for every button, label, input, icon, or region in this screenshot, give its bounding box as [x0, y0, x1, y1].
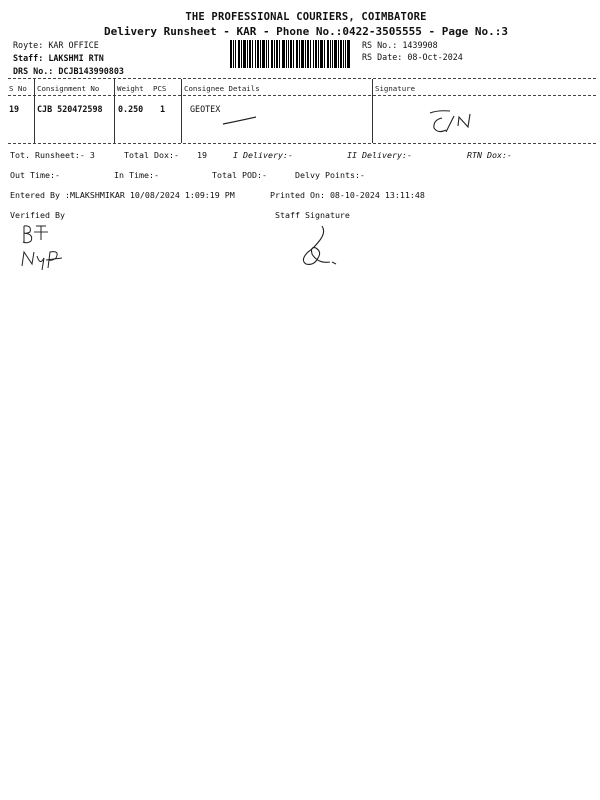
verified-by-handwriting [18, 222, 70, 272]
header-signature: Signature [375, 84, 416, 93]
rs-no-line [362, 40, 438, 50]
col-divider [181, 79, 182, 143]
header-consignee: Consignee Details [184, 84, 260, 93]
cell-signature [428, 108, 488, 138]
col-divider [114, 79, 115, 143]
route-label: Royte: [13, 40, 44, 50]
staff-value: LAKSHMI RTN [48, 53, 104, 63]
printed-on: Printed On: 08-10-2024 13:11:48 [270, 190, 425, 200]
header-sno: S No [9, 84, 27, 93]
delvy-points: Delvy Points:- [295, 170, 365, 180]
route-line [13, 40, 99, 50]
i-delivery: I Delivery:- [233, 150, 293, 160]
rs-date-value: 08-Oct-2024 [407, 52, 463, 62]
staff-line [13, 53, 104, 63]
verified-initials-line-2 [22, 230, 23, 231]
header-consignment: Consignment No [37, 84, 100, 93]
rs-no-value: 1439908 [402, 40, 438, 50]
total-dox-label: Total Dox:- [124, 150, 179, 160]
staff-signature-label: Staff Signature [275, 210, 350, 220]
total-pod: Total POD:- [212, 170, 267, 180]
tot-runsheet: Tot. Runsheet:- 3 [10, 150, 95, 160]
route-value: KAR OFFICE [48, 40, 99, 50]
cell-consignee: GEOTEX [190, 104, 221, 114]
header-weight: Weight [117, 84, 144, 93]
consignee-tick-mark [220, 113, 260, 129]
out-time: Out Time:- [10, 170, 60, 180]
table-header-rule [8, 95, 596, 96]
company-title: THE PROFESSIONAL COURIERS, COIMBATORE [185, 11, 427, 23]
receiver-signature-mark [428, 108, 488, 140]
staff-label: Staff: [13, 53, 44, 63]
cell-sno: 19 [9, 104, 20, 114]
runsheet-subtitle: Delivery Runsheet - KAR - Phone No.:0422-3505555 - Page No.:3 [104, 25, 508, 38]
table-bottom-rule [8, 143, 596, 144]
in-time: In Time:- [114, 170, 159, 180]
cell-weight: 0.250 [118, 104, 144, 114]
rtn-dox: RTN Dox:- [467, 150, 512, 160]
staff-signature-handwriting [296, 222, 346, 270]
verified-by-label: Verified By [10, 210, 65, 220]
table-top-rule [8, 78, 596, 79]
rs-no-label: RS No.: [362, 40, 398, 50]
cell-consignment: CJB 520472598 [37, 104, 103, 114]
rs-date-label: RS Date: [362, 52, 403, 62]
col-divider [34, 79, 35, 143]
drs-label: DRS No.: [13, 66, 54, 76]
barcode [230, 40, 350, 68]
entered-by: Entered By :MLAKSHMIKAR 10/08/2024 1:09:19 PM [10, 190, 235, 200]
rs-date-line [362, 52, 463, 62]
ii-delivery: II Delivery:- [347, 150, 412, 160]
drs-value: DCJB143990803 [58, 66, 124, 76]
total-dox-value: 19 [197, 150, 207, 160]
header-pcs: PCS [153, 84, 167, 93]
cell-pcs: 1 [160, 104, 166, 114]
drs-line [13, 66, 124, 76]
col-divider [372, 79, 373, 143]
